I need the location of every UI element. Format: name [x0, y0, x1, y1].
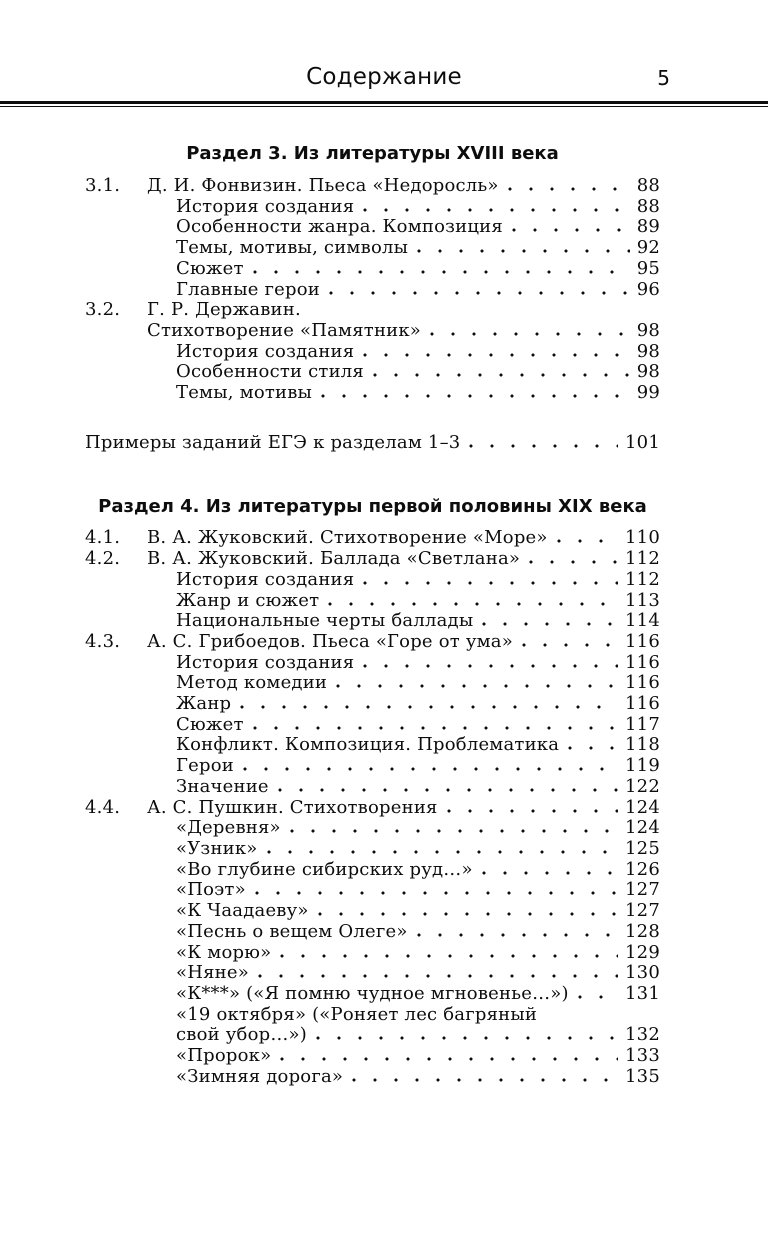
entry-page-number: 114 — [625, 610, 660, 632]
toc-entry — [85, 383, 660, 404]
section-4-entries — [85, 528, 660, 1087]
dot-leader — [417, 249, 630, 253]
toc-entry — [85, 238, 660, 259]
entry-number: 3.2. — [85, 299, 121, 321]
toc-entry — [85, 321, 660, 342]
toc-entry — [85, 735, 660, 756]
toc-entry — [85, 570, 660, 591]
entry-page-number: 112 — [625, 568, 660, 590]
entry-page-number: 124 — [625, 796, 660, 818]
entry-page-number: 116 — [625, 630, 660, 652]
dot-leader — [568, 746, 618, 750]
dot-leader — [278, 788, 618, 792]
dot-leader — [363, 353, 629, 357]
dot-leader — [243, 767, 618, 771]
dot-leader — [240, 705, 618, 709]
dot-leader — [508, 187, 630, 191]
toc-entry — [85, 342, 660, 363]
toc-entry — [85, 777, 660, 798]
entry-page-number: 129 — [625, 941, 660, 963]
dot-leader — [253, 726, 618, 730]
entry-page-number: 128 — [625, 920, 660, 942]
entry-page-number: 126 — [625, 858, 660, 880]
dot-leader — [336, 684, 618, 688]
header-rule-thick — [0, 101, 768, 104]
entry-title: «Пророк» — [176, 1045, 272, 1067]
entry-title: Национальные черты баллады — [176, 610, 474, 632]
entry-page-number: 122 — [625, 775, 660, 797]
entry-page-number: 113 — [625, 589, 660, 611]
entry-title: А. С. Пушкин. Стихотворения — [147, 796, 438, 818]
toc-entry — [85, 217, 660, 238]
dot-leader — [482, 622, 618, 626]
page-title: Содержание — [306, 64, 462, 90]
toc-entry — [85, 798, 660, 819]
entry-title: «Узник» — [176, 837, 258, 859]
dot-leader — [280, 954, 618, 958]
toc-entry — [85, 756, 660, 777]
entry-page-number: 125 — [625, 837, 660, 859]
entry-page-number: 116 — [625, 651, 660, 673]
section-3-heading: Раздел 3. Из литературы XVIII века — [186, 143, 559, 164]
toc-entry — [85, 300, 660, 321]
entry-title: Сюжет — [176, 257, 244, 279]
entry-title: «Деревня» — [176, 817, 281, 839]
entry-page-number: 88 — [636, 175, 660, 196]
toc-entry — [85, 922, 660, 943]
toc-entry — [85, 1046, 660, 1067]
dot-leader — [578, 995, 618, 999]
entry-title: «К морю» — [176, 941, 272, 963]
entry-title: «Во глубине сибирских руд…» — [176, 858, 473, 880]
header-rule-thin — [0, 106, 768, 107]
toc-entry — [85, 197, 660, 218]
toc-entry — [85, 984, 660, 1005]
entry-page-number: 127 — [625, 900, 660, 922]
toc-entry — [85, 963, 660, 984]
toc-entry — [85, 362, 660, 383]
entry-page-number: 101 — [625, 431, 660, 453]
dot-leader — [258, 974, 618, 978]
toc-entry — [85, 839, 660, 860]
dot-leader — [447, 809, 618, 813]
entry-title: Стихотворение «Памятник» — [147, 319, 422, 341]
entry-title: Д. И. Фонвизин. Пьеса «Недоросль» — [147, 175, 499, 196]
entry-title: Темы, мотивы, символы — [176, 237, 409, 259]
entry-title: Особенности стиля — [176, 361, 364, 383]
dot-leader — [352, 1078, 618, 1082]
dot-leader — [316, 1036, 618, 1040]
entry-page-number: 117 — [625, 713, 660, 735]
entry-title: Особенности жанра. Композиция — [176, 216, 503, 238]
toc-entry — [85, 653, 660, 674]
toc-entry — [85, 943, 660, 964]
entry-title: Сюжет — [176, 713, 244, 735]
entry-title: Конфликт. Композиция. Проблематика — [176, 734, 560, 756]
entry-title: «Зимняя дорога» — [176, 1065, 344, 1087]
entry-title: «К***» («Я помню чудное мгновенье…») — [176, 982, 569, 1004]
dot-leader — [328, 602, 618, 606]
toc-entry — [85, 715, 660, 736]
entry-title: Примеры заданий ЕГЭ к разделам 1–3 — [85, 431, 461, 453]
entry-number: 4.3. — [85, 630, 121, 652]
toc-entry — [85, 528, 660, 549]
entry-title: Г. Р. Державин. — [147, 299, 301, 321]
dot-leader — [417, 933, 618, 937]
dot-leader — [430, 332, 630, 336]
entry-page-number: 99 — [636, 382, 660, 404]
toc-entry — [85, 1067, 660, 1088]
dot-leader — [469, 444, 618, 448]
entry-page-number: 124 — [625, 817, 660, 839]
entry-title: А. С. Грибоедов. Пьеса «Горе от ума» — [147, 630, 513, 652]
entry-page-number: 119 — [625, 755, 660, 777]
toc-entry — [85, 176, 660, 197]
entry-page-number: 98 — [636, 340, 660, 362]
toc-entry — [85, 259, 660, 280]
dot-leader — [329, 291, 630, 295]
dot-leader — [529, 560, 618, 564]
entry-title: Темы, мотивы — [176, 382, 313, 404]
entry-page-number: 116 — [625, 693, 660, 715]
entry-title: «19 октября» («Роняет лес багряный — [176, 1003, 538, 1025]
entry-title: Жанр — [176, 693, 232, 715]
toc-entry — [85, 549, 660, 570]
entry-title: Метод комедии — [176, 672, 328, 694]
entry-title: «Няне» — [176, 962, 249, 984]
dot-leader — [363, 581, 618, 585]
entry-page-number: 95 — [636, 257, 660, 279]
entry-title: История создания — [176, 340, 355, 362]
entry-number: 3.1. — [85, 175, 121, 196]
entry-page-number: 118 — [625, 734, 660, 756]
toc-entry — [85, 860, 660, 881]
entry-title: Значение — [176, 775, 269, 797]
entry-page-number: 92 — [636, 237, 660, 259]
entry-page-number: 98 — [636, 361, 660, 383]
entry-page-number: 88 — [636, 195, 660, 217]
entry-title: История создания — [176, 568, 355, 590]
dot-leader — [321, 394, 630, 398]
entry-title: Жанр и сюжет — [176, 589, 320, 611]
entry-page-number: 110 — [625, 527, 660, 549]
toc-entry — [85, 280, 660, 301]
entry-page-number: 127 — [625, 879, 660, 901]
toc-entry — [85, 818, 660, 839]
entry-page-number: 116 — [625, 672, 660, 694]
entry-title: свой убор…») — [176, 1024, 307, 1046]
dot-leader — [318, 912, 618, 916]
entry-title: «Песнь о вещем Олеге» — [176, 920, 408, 942]
section-3-entries — [85, 176, 660, 404]
entry-page-number: 130 — [625, 962, 660, 984]
toc-entry — [85, 632, 660, 653]
dot-leader — [253, 270, 630, 274]
entry-title: Главные герои — [176, 278, 320, 300]
entry-title: История создания — [176, 195, 355, 217]
dot-leader — [280, 1057, 618, 1061]
entry-number: 4.4. — [85, 796, 121, 818]
dot-leader — [267, 850, 619, 854]
entry-title: В. А. Жуковский. Стихотворение «Море» — [147, 527, 548, 549]
dot-leader — [482, 871, 618, 875]
header-page-number: 5 — [657, 66, 670, 90]
entry-title: История создания — [176, 651, 355, 673]
toc-entry — [85, 591, 660, 612]
entry-number: 4.1. — [85, 527, 121, 549]
dot-leader — [512, 228, 630, 232]
entry-title: «К Чаадаеву» — [176, 900, 309, 922]
toc-entry-exam-examples — [85, 433, 660, 454]
entry-title: Герои — [176, 755, 234, 777]
dot-leader — [363, 664, 618, 668]
entry-page-number: 131 — [625, 982, 660, 1004]
dot-leader — [363, 208, 629, 212]
entry-page-number: 89 — [636, 216, 660, 238]
toc-entry — [85, 611, 660, 632]
toc-entry — [85, 1005, 660, 1026]
entry-page-number: 112 — [625, 548, 660, 570]
entry-page-number: 133 — [625, 1045, 660, 1067]
entry-page-number: 98 — [636, 319, 660, 341]
page-header — [0, 0, 768, 107]
entry-page-number: 96 — [636, 278, 660, 300]
dot-leader — [373, 373, 630, 377]
entry-page-number: 132 — [625, 1024, 660, 1046]
dot-leader — [290, 829, 618, 833]
toc-content — [0, 143, 768, 1087]
entry-page-number: 135 — [625, 1065, 660, 1087]
dot-leader — [255, 891, 618, 895]
toc-entry — [85, 673, 660, 694]
toc-entry — [85, 694, 660, 715]
dot-leader — [557, 539, 618, 543]
entry-title: «Поэт» — [176, 879, 246, 901]
entry-number: 4.2. — [85, 548, 121, 570]
toc-entry — [85, 880, 660, 901]
toc-entry — [85, 1025, 660, 1046]
entry-title: В. А. Жуковский. Баллада «Светлана» — [147, 548, 521, 570]
toc-entry — [85, 901, 660, 922]
dot-leader — [522, 643, 618, 647]
section-4-heading: Раздел 4. Из литературы первой половины XIX века — [98, 496, 647, 518]
